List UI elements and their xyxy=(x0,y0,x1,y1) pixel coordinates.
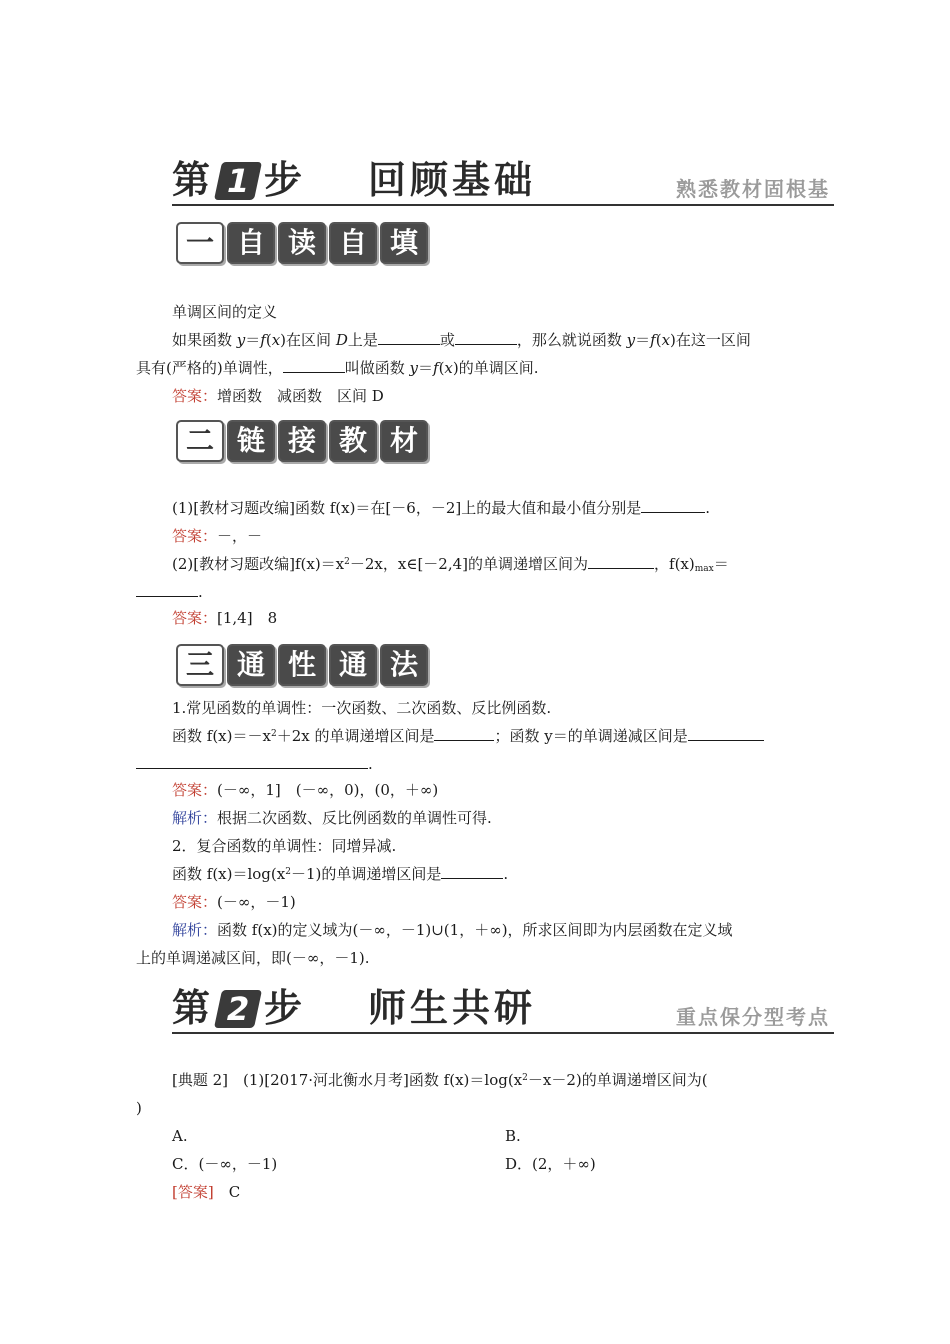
s3-q2: 函数 $f(x)=\log(x^2-1)$的单调递增区间是 . xyxy=(172,865,509,883)
blank xyxy=(136,754,368,769)
badge2-char-4: 材 xyxy=(380,420,428,462)
s1-l2-c: 的单调区间. xyxy=(458,359,539,377)
explanation-label: 解析： xyxy=(172,921,218,939)
s3-e2-cont: 上的单调递减区间，即(－∞，－1). xyxy=(136,949,370,967)
badge3-char-1: 通 xyxy=(227,644,275,686)
s1-title: 单调区间的定义 xyxy=(172,303,278,321)
s1-l1-d: 或 xyxy=(439,331,455,349)
badge3-char-2: 性 xyxy=(278,644,326,686)
example-q-a: [典题 2] (1)[2017·河北衡水月考]函数 f(x)＝log(x xyxy=(172,1071,523,1089)
badge2-char-0: 二 xyxy=(176,420,224,462)
s3-q1-a: 函数 f(x)＝－x xyxy=(172,727,271,745)
s1-l2-b: 叫做函数 xyxy=(344,359,410,377)
s1-l1-e: ，那么就说函数 xyxy=(516,331,627,349)
explanation-label: 解析： xyxy=(172,809,218,827)
step2-title: 师生共研 xyxy=(368,986,537,1030)
s2-a1-text: －，－ xyxy=(217,527,263,545)
s2-q2-c: ，f(x) xyxy=(654,555,695,573)
badge2-char-1: 链 xyxy=(227,420,275,462)
s3-q2-b: －1)的单调递增区间是 xyxy=(290,865,442,883)
s3-a1-text: (－∞，1] (－∞，0)，(0，＋∞) xyxy=(217,781,439,799)
badge1-char-1: 自 xyxy=(227,222,275,264)
option-d: D．(2，＋∞) xyxy=(505,1155,596,1173)
s1-l1-c: 上是 xyxy=(347,331,378,349)
s2-q2-b: －2x，x∈[－2,4]的单调递增区间为 xyxy=(349,555,589,573)
section-badge-1 xyxy=(176,222,428,264)
s2-q2-max: max xyxy=(694,564,714,574)
badge3-char-0: 三 xyxy=(176,644,224,686)
step1-tag: 熟悉教材固根基 xyxy=(676,177,830,201)
s1-l2-a: 具有(严格的)单调性， xyxy=(136,359,283,377)
step1-word-bu: 步 xyxy=(264,158,303,202)
example-q: [典题 2] (1)[2017·河北衡水月考]函数 $f(x)=\log(x^2-x-2)$的单调递增区间为( xyxy=(172,1071,708,1089)
s1-line1: 如果函数 y＝f(x)在区间 D上是 或 ，那么就说函数 y＝f(x)在这一区间 xyxy=(172,331,751,349)
s3-q1-cont: . xyxy=(136,754,373,774)
s2-q1-end: . xyxy=(705,499,711,517)
blank xyxy=(136,582,198,597)
section-badge-3 xyxy=(176,644,428,686)
example-answer-text: C xyxy=(228,1183,241,1201)
s2-q2-a: (2)[教材习题改编]f(x)＝x xyxy=(172,555,345,573)
badge2-char-2: 接 xyxy=(278,420,326,462)
blank xyxy=(455,330,517,345)
answer-label: 答案： xyxy=(172,527,218,545)
badge1-char-0: 一 xyxy=(176,222,224,264)
s3-e2 xyxy=(172,920,733,940)
s3-item2: 2．复合函数的单调性：同增异减. xyxy=(172,837,397,855)
blank xyxy=(641,498,705,513)
blank xyxy=(441,864,503,879)
blank xyxy=(588,554,654,569)
answer-label: 答案： xyxy=(172,781,218,799)
s2-q2-cont: . xyxy=(136,582,203,602)
s2-a1 xyxy=(172,526,262,546)
section-badge-2 xyxy=(176,420,428,462)
s3-e2-text: 函数 f(x)的定义域为(－∞，－1)∪(1，＋∞)，所求区间即为内层函数在定义域 xyxy=(217,921,733,939)
answer-label: 答案： xyxy=(172,893,218,911)
badge2-char-3: 教 xyxy=(329,420,377,462)
badge3-char-3: 通 xyxy=(329,644,377,686)
badge1-char-4: 填 xyxy=(380,222,428,264)
answer-label: 答案： xyxy=(172,609,218,627)
s2-q2: (2)[教材习题改编]$f(x)=x^2-2x$，x∈[－2,4]的单调递增区间为 ，$f(x)_{max}=$ xyxy=(172,555,729,574)
badge3-char-4: 法 xyxy=(380,644,428,686)
answer-label: [答案] xyxy=(172,1183,214,1201)
step2-number: 2 xyxy=(214,990,262,1028)
step2-header xyxy=(172,986,834,1034)
s3-item1: 1.常见函数的单调性：一次函数、二次函数、反比例函数. xyxy=(172,699,552,717)
s3-q1-b: ＋2x 的单调递增区间是 xyxy=(276,727,435,745)
s2-q2-d: ＝ xyxy=(713,555,729,573)
blank xyxy=(283,358,345,373)
badge1-char-2: 读 xyxy=(278,222,326,264)
blank xyxy=(688,726,764,741)
step2-tag: 重点保分型考点 xyxy=(676,1005,830,1029)
s3-a1 xyxy=(172,780,438,800)
option-a: A. xyxy=(172,1127,188,1145)
option-b: B. xyxy=(505,1127,521,1145)
s2-q1-text: (1)[教材习题改编]函数 f(x)＝在[－6，－2]上的最大值和最小值分别是 xyxy=(172,499,642,517)
s3-e1 xyxy=(172,808,492,828)
step1-title: 回顾基础 xyxy=(368,158,537,202)
s3-q1: 函数 $f(x)=-x^2+2x$ 的单调递增区间是 ；函数 y＝的单调递减区间是 xyxy=(172,726,764,746)
badge1-char-3: 自 xyxy=(329,222,377,264)
example-q-b: －x－2)的单调递增区间为( xyxy=(527,1071,708,1089)
step2-word-bu: 步 xyxy=(264,986,303,1030)
blank xyxy=(434,726,494,741)
step1-number: 1 xyxy=(214,162,262,200)
s1-l1-a: 如果函数 xyxy=(172,331,237,349)
s3-e1-text: 根据二次函数、反比例函数的单调性可得. xyxy=(217,809,492,827)
s3-a2 xyxy=(172,892,296,912)
s3-q2-a: 函数 f(x)＝log(x xyxy=(172,865,286,883)
s2-a2-text: [1,4] 8 xyxy=(217,609,278,627)
s1-answer-text: 增函数 减函数 区间 D xyxy=(217,387,384,405)
example-answer xyxy=(172,1182,240,1202)
step1-word-di: 第 xyxy=(172,158,211,202)
s1-l1-b: 在区间 xyxy=(286,331,336,349)
blank xyxy=(378,330,440,345)
step2-word-di: 第 xyxy=(172,986,211,1030)
s2-a2 xyxy=(172,608,277,628)
s3-a2-text: (－∞，－1) xyxy=(217,893,296,911)
step1-header xyxy=(172,158,834,206)
option-c: C．(－∞，－1) xyxy=(172,1155,278,1173)
s1-l1-f: 在这一区间 xyxy=(675,331,751,349)
s1-line2: 具有(严格的)单调性， 叫做函数 y＝f(x)的单调区间. xyxy=(136,359,539,377)
s3-q1-c: ；函数 y＝的单调递减区间是 xyxy=(494,727,688,745)
s2-q1 xyxy=(172,498,710,518)
answer-label: 答案： xyxy=(172,387,218,405)
s1-answer xyxy=(172,386,384,406)
example-q-cont: ) xyxy=(136,1099,142,1117)
